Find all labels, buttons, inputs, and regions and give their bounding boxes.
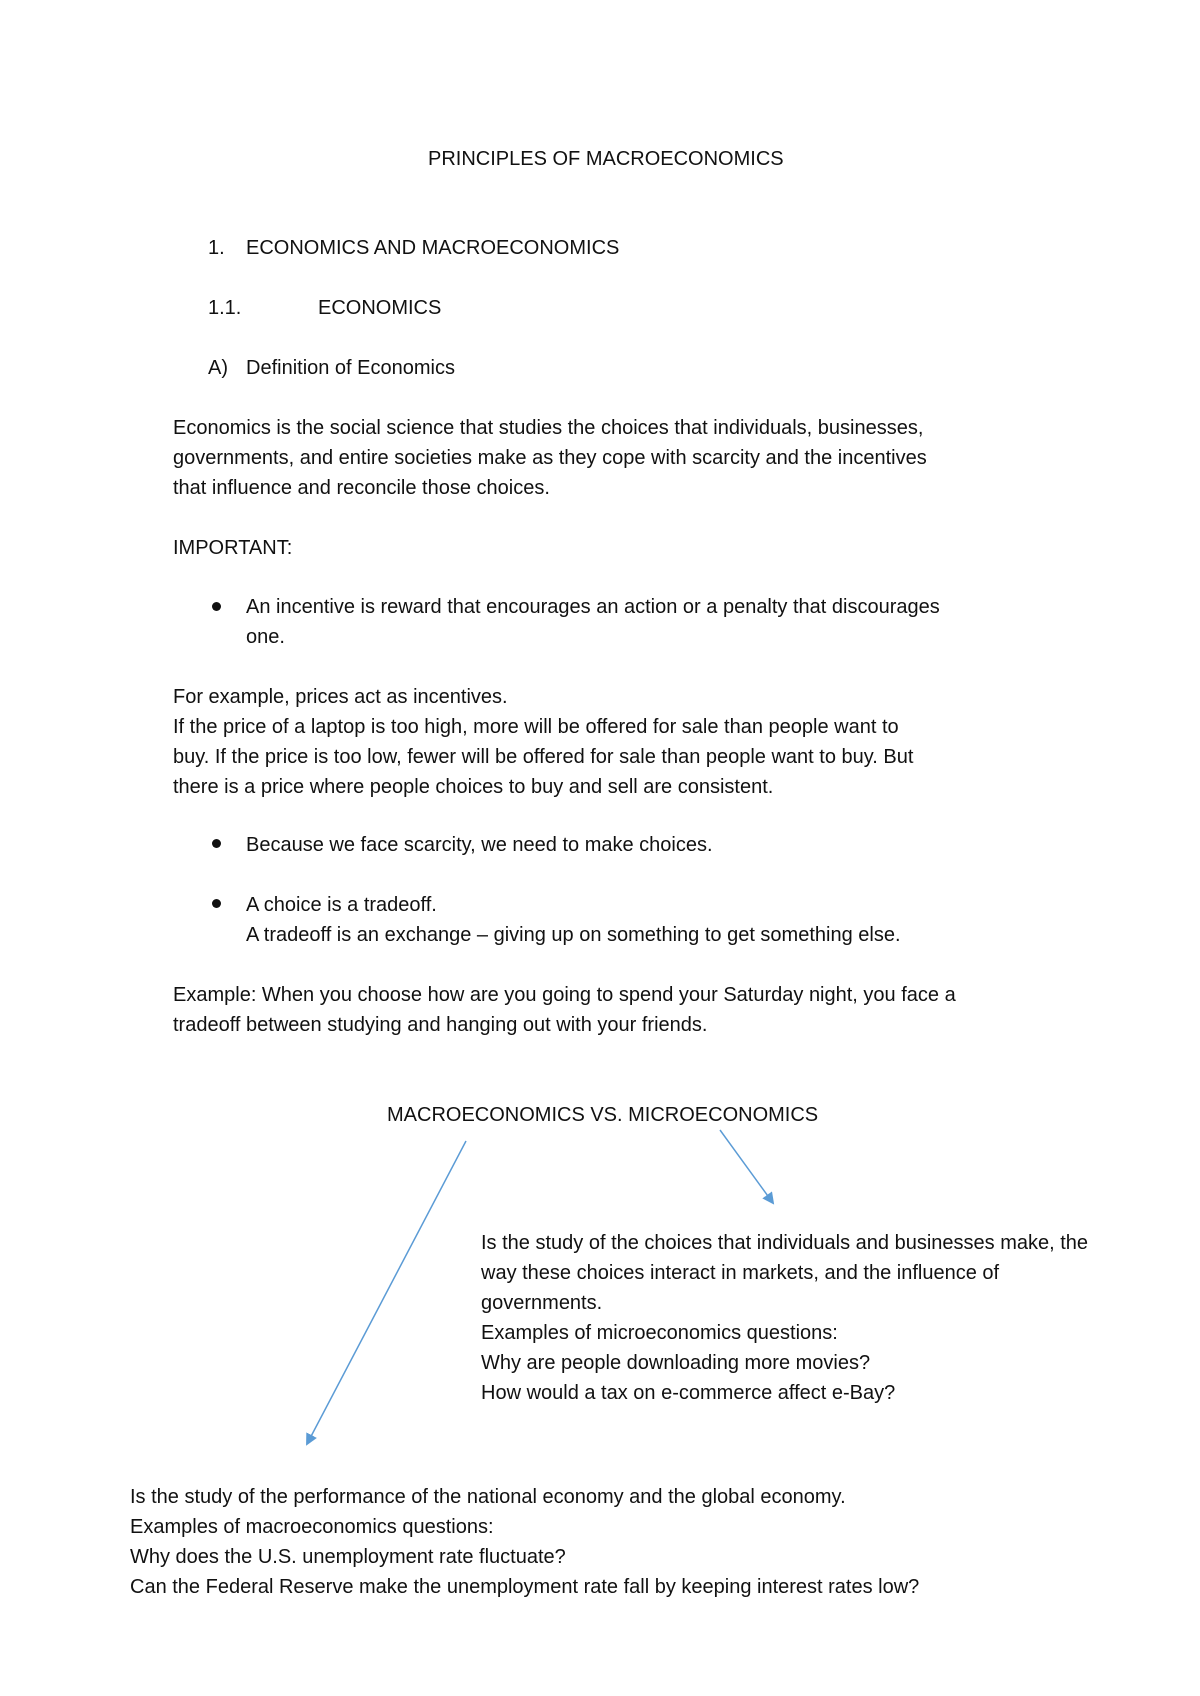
tradeoff-example-paragraph: [173, 980, 956, 1040]
bullet-line: A choice is a tradeoff.: [246, 894, 437, 916]
definition-paragraph: [173, 413, 927, 503]
prices-line: For example, prices act as incentives.: [173, 686, 508, 708]
macro-line: Why does the U.S. unemployment rate fluctuate?: [130, 1546, 566, 1568]
section-1-1-heading: ECONOMICS: [318, 297, 442, 319]
subsection-a-heading: Definition of Economics: [246, 357, 455, 379]
prices-example-paragraph: [173, 682, 913, 802]
definition-line: that influence and reconcile those choices.: [173, 477, 550, 499]
definition-line: Economics is the social science that studies the choices that individuals, businesses,: [173, 417, 924, 439]
macroeconomics-definition: [130, 1482, 919, 1602]
macro-line: Can the Federal Reserve make the unemployment rate fall by keeping interest rates low?: [130, 1576, 920, 1598]
section-1-1-number: 1.1.: [208, 297, 242, 319]
bullet-tradeoff: [246, 890, 901, 950]
macro-line: Is the study of the performance of the national economy and the global economy.: [130, 1486, 846, 1508]
bullet-icon: [212, 602, 221, 611]
microeconomics-definition: [481, 1228, 1088, 1408]
prices-line: there is a price where people choices to buy and sell are consistent.: [173, 776, 774, 798]
definition-line: governments, and entire societies make as they cope with scarcity and the incentives: [173, 447, 927, 469]
tradeoff-line: Example: When you choose how are you going to spend your Saturday night, you face a: [173, 984, 956, 1006]
bullet-line: A tradeoff is an exchange – giving up on something to get something else.: [246, 924, 901, 946]
subsection-a-number: A): [208, 357, 228, 379]
prices-line: If the price of a laptop is too high, more will be offered for sale than people want to: [173, 716, 899, 738]
bullet-scarcity: Because we face scarcity, we need to make choices.: [246, 834, 713, 856]
micro-line: governments.: [481, 1292, 603, 1314]
arrow-to-macroeconomics: [307, 1141, 466, 1444]
micro-line: Examples of microeconomics questions:: [481, 1322, 838, 1344]
micro-line: How would a tax on e-commerce affect e-Bay?: [481, 1382, 896, 1404]
page-title: PRINCIPLES OF MACROECONOMICS: [428, 148, 784, 170]
bullet-icon: [212, 899, 221, 908]
bullet-incentive: [246, 592, 940, 652]
micro-line: Is the study of the choices that individuals and businesses make, the: [481, 1232, 1089, 1254]
micro-line: Why are people downloading more movies?: [481, 1352, 871, 1374]
bullet-line: one.: [246, 626, 285, 648]
important-label: IMPORTANT:: [173, 537, 293, 559]
bullet-icon: [212, 839, 221, 848]
micro-line: way these choices interact in markets, and the influence of: [481, 1262, 1000, 1284]
prices-line: buy. If the price is too low, fewer will be offered for sale than people want to buy. But: [173, 746, 914, 768]
bullet-line: An incentive is reward that encourages an action or a penalty that discourages: [246, 596, 940, 618]
tradeoff-line: tradeoff between studying and hanging out with your friends.: [173, 1014, 708, 1036]
section-1-heading: ECONOMICS AND MACROECONOMICS: [246, 237, 620, 259]
section-1-number: 1.: [208, 237, 225, 259]
comparison-title: MACROECONOMICS VS. MICROECONOMICS: [387, 1104, 819, 1126]
arrow-to-microeconomics: [720, 1130, 773, 1203]
macro-line: Examples of macroeconomics questions:: [130, 1516, 494, 1538]
